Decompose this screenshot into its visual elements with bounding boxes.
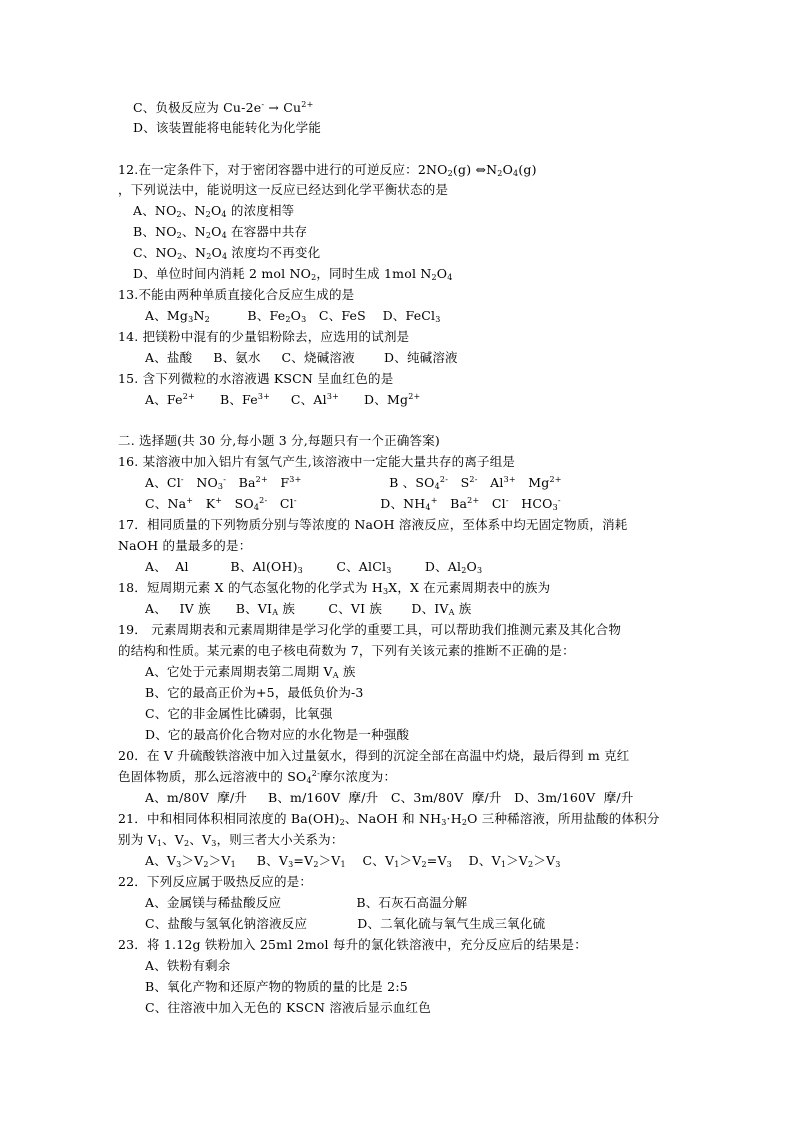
text-line: 17．相同质量的下列物质分别与等浓度的 NaOH 溶液反应，至体系中均无固定物质，消耗 <box>118 517 628 532</box>
text-line: D、单位时间内消耗 2 mol $NO_2$，同时生成 1mol $N_2O_4$ <box>133 266 453 282</box>
text-line: 别为 $V_1$、$V_2$、$V_3$，则三者大小关系为： <box>118 832 344 848</box>
text-line: A、盐酸 B、氨水 C、烧碱溶液 D、纯碱溶液 <box>145 350 458 365</box>
text-line: A、 IV 族 B、$VI_A$ 族 C、VI 族 D、$IV_A$ 族 <box>145 601 472 617</box>
text-line: C、负极反应为 $Cu-2e^- \to Cu^{2+}$ <box>133 100 314 115</box>
text-line: A、Cl- $NO_3^-$ $Ba^{2+}$ $F^{3+}$ B 、$SO_4^{2-}$ $S^{2-}$ $Al^{3+}$ $Mg^{2+}$ <box>145 475 562 491</box>
text-line: 20．在 V 升硫酸铁溶液中加入过量氨水，得到的沉淀全部在高温中灼烧，最后得到 m 克红 <box>118 748 630 763</box>
text-line: A、$NO_2$、$N_2O_4$ 的浓度相等 <box>133 203 295 219</box>
text-line: 22．下列反应属于吸热反应的是： <box>118 874 313 889</box>
text-line: A、$Fe^{2+}$ B、$Fe^{3+}$ C、$Al^{3+}$ D、$Mg^{2+}$ <box>145 392 421 407</box>
text-line: A、金属镁与稀盐酸反应 B、石灰石高温分解 <box>145 895 468 910</box>
text-line: B、它的最高正价为+5，最低负价为-3 <box>145 685 364 700</box>
text-line: 21．中和相同体积相同浓度的 $Ba(OH)_2$、NaOH 和 $NH_3\cdot H_2O$ 三种稀溶液，所用盐酸的体积分 <box>118 811 660 827</box>
text-line: A、m/80V 摩/升 B、m/160V 摩/升 C、3m/80V 摩/升 D、3m/160V 摩/升 <box>145 790 634 805</box>
text-line: A、$V_3>V_2>V_1$ B、$V_3=V_2>V_1$ C、$V_1>V_2=V_3$ D、$V_1>V_2>V_3$ <box>145 853 561 869</box>
text-line: D、它的最高价化合物对应的水化物是一种强酸 <box>145 727 410 742</box>
text-line: C、它的非金属性比磷弱，比氧强 <box>145 706 333 721</box>
text-line: A、铁粉有剩余 <box>145 958 231 973</box>
text-line: B、氧化产物和还原产物的物质的量的比是 2:5 <box>145 979 408 994</box>
text-line: NaOH 的量最多的是： <box>118 538 252 553</box>
text-line: C、往溶液中加入无色的 KSCN 溶液后显示血红色 <box>145 1000 431 1015</box>
text-line: 色固体物质，那么远溶液中的 $SO_4^{2-}$摩尔浓度为： <box>118 769 397 785</box>
text-line: 16. 某溶液中加入铝片有氢气产生,该溶液中一定能大量共存的离子组是 <box>118 454 516 469</box>
text-line: 23．将 1.12g 铁粉加入 25ml 2mol 每升的氯化铁溶液中，充分反应后的结果是： <box>118 937 587 952</box>
text-line: 14. 把镁粉中混有的少量铝粉除去，应选用的试剂是 <box>118 329 410 344</box>
text-line: B、$NO_2$、$N_2O_4$ 在容器中共存 <box>133 224 308 240</box>
text-line: 二. 选择题(共 30 分,每小题 3 分,每题只有一个正确答案) <box>118 433 440 448</box>
text-line: A、 Al B、$Al(OH)_3$ C、AlCl$_3$ D、$Al_2O_3$ <box>145 559 483 575</box>
text-line: C、盐酸与氢氧化钠溶液反应 D、二氧化硫与氧气生成三氧化硫 <box>145 916 546 931</box>
text-line: 的结构和性质。某元素的电子核电荷数为 7，下列有关该元素的推断不正确的是： <box>118 643 575 658</box>
text-line: C、$NO_2$、$N_2O_4$ 浓度均不再变化 <box>133 245 321 261</box>
text-line: D、该装置能将电能转化为化学能 <box>133 120 322 135</box>
text-line: A、它处于元素周期表第二周期 $V_A$ 族 <box>145 664 356 680</box>
text-line: 13.不能由两种单质直接化合反应生成的是 <box>118 287 355 302</box>
text-line: 19． 元素周期表和元素周期律是学习化学的重要工具，可以帮助我们推测元素及其化合物 <box>118 622 622 637</box>
text-line: 12.在一定条件下，对于密闭容器中进行的可逆反应：$2NO_2(g)$ $\Leftrightarrow N_2O_4(g)$ <box>118 162 537 178</box>
text-line: 15. 含下列微粒的水溶液遇 KSCN 呈血红色的是 <box>118 371 394 386</box>
text-line: A、$Mg_3N_2$ B、$Fe_2O_3$ C、FeS D、FeCl$_3$ <box>145 308 441 324</box>
text-line: C、Na+ K+ $SO_4^{2-}$ Cl- D、$NH_4^+$ $Ba^{2+}$ Cl- $HCO_3^-$ <box>145 496 561 512</box>
text-line: 18．短周期元素 X 的气态氢化物的化学式为 $H_3X$，X 在元素周期表中的族为 <box>118 580 551 596</box>
text-line: ，下列说法中，能说明这一反应已经达到化学平衡状态的是 <box>118 182 449 197</box>
